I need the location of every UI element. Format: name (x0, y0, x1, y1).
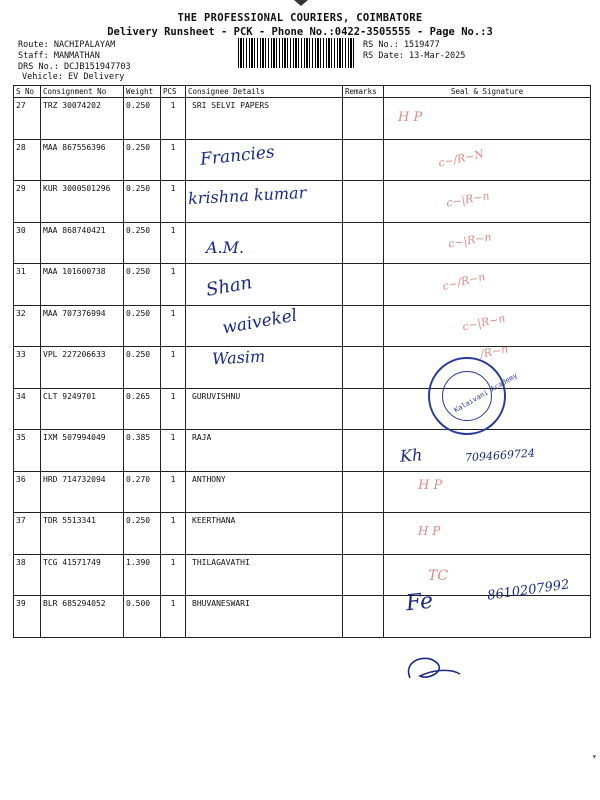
handwritten-name-francies: Francies (199, 142, 276, 170)
signature-row-37: H P (418, 524, 441, 538)
signature-row-36: H P (418, 478, 443, 493)
signature-row-28: c~/R~N (437, 147, 486, 170)
cell-pcs: 1 (161, 513, 186, 555)
cell-signature (384, 139, 591, 181)
cell-signature (384, 471, 591, 513)
cell-consignment-no: CLT 9249701 (41, 388, 124, 430)
cell-pcs: 1 (161, 139, 186, 181)
staff-label: Staff: MANMATHAN (18, 51, 100, 61)
handwritten-name-krishna: krishna kumar (187, 182, 307, 209)
cell-consignee: THILAGAVATHI (186, 554, 343, 596)
cell-consignee: BHUVANESWARI (186, 596, 343, 638)
table-row (14, 471, 591, 513)
cell-consignment-no: KUR 3000501296 (41, 181, 124, 223)
col-header-signature: Seal & Signature (384, 86, 591, 98)
cell-consignment-no: MAA 707376994 (41, 305, 124, 347)
cell-pcs: 1 (161, 554, 186, 596)
cell-remarks (343, 139, 384, 181)
cell-consignee: RAJA (186, 430, 343, 472)
cell-sno: 39 (14, 596, 41, 638)
cell-pcs: 1 (161, 596, 186, 638)
handwritten-name-shan: Shan (204, 272, 254, 301)
signature-row-38: TC (428, 568, 449, 584)
cell-sno: 31 (14, 264, 41, 306)
cell-remarks (343, 222, 384, 264)
cell-weight: 0.250 (124, 347, 161, 389)
runsheet-table (13, 85, 591, 638)
drs-label: DRS No.: DCJB151947703 (18, 62, 131, 72)
cell-sno: 32 (14, 305, 41, 347)
table-row (14, 596, 591, 638)
handwritten-signature-row-35: Kh (399, 445, 423, 466)
cell-consignee: KEERTHANA (186, 513, 343, 555)
cell-weight: 0.385 (124, 430, 161, 472)
signature-row-33: /R~n (478, 342, 510, 361)
cell-weight: 0.250 (124, 139, 161, 181)
cell-weight: 0.250 (124, 264, 161, 306)
cell-consignee: ANTHONY (186, 471, 343, 513)
barcode-image (238, 38, 354, 68)
cell-pcs: 1 (161, 98, 186, 140)
cell-weight: 0.250 (124, 98, 161, 140)
cell-consignment-no: MAA 868740421 (41, 222, 124, 264)
company-title: THE PROFESSIONAL COURIERS, COIMBATORE (177, 12, 423, 24)
cell-sno: 34 (14, 388, 41, 430)
cell-remarks (343, 305, 384, 347)
signature-row-29: c~|R~n (445, 189, 491, 210)
cell-remarks (343, 388, 384, 430)
cell-sno: 38 (14, 554, 41, 596)
cell-pcs: 1 (161, 181, 186, 223)
cell-pcs: 1 (161, 430, 186, 472)
page-edge-mark: ▾ (592, 752, 597, 761)
table-row (14, 264, 591, 306)
cell-consignee: SRI SELVI PAPERS (186, 98, 343, 140)
cell-pcs: 1 (161, 347, 186, 389)
table-row (14, 98, 591, 140)
cell-consignment-no: HRD 714732094 (41, 471, 124, 513)
cell-signature (384, 513, 591, 555)
cell-remarks (343, 554, 384, 596)
cell-weight: 0.250 (124, 513, 161, 555)
rs-date: RS Date: 13-Mar-2025 (363, 51, 466, 61)
col-header-sno: S No (14, 86, 41, 98)
cell-weight: 0.265 (124, 388, 161, 430)
cell-consignment-no: TRZ 30074202 (41, 98, 124, 140)
signature-row-31: c~/R~n (441, 269, 487, 294)
col-header-remarks: Remarks (343, 86, 384, 98)
signature-row-30: c~|R~n (447, 230, 493, 251)
cell-sno: 36 (14, 471, 41, 513)
cell-consignment-no: TDR 5513341 (41, 513, 124, 555)
cell-remarks (343, 98, 384, 140)
cell-consignment-no: VPL 227206633 (41, 347, 124, 389)
cell-sno: 30 (14, 222, 41, 264)
cell-weight: 1.390 (124, 554, 161, 596)
cell-consignee: GURUVISHNU (186, 388, 343, 430)
cell-remarks (343, 596, 384, 638)
handwritten-phone-row-35: 7094669724 (464, 446, 536, 465)
cell-pcs: 1 (161, 305, 186, 347)
cell-remarks (343, 430, 384, 472)
rs-number: RS No.: 1519477 (363, 40, 440, 50)
cell-remarks (343, 181, 384, 223)
handwritten-signature-row-39: Fe (404, 588, 435, 617)
col-header-consignee: Consignee Details (186, 86, 343, 98)
stamp-text: Kalaivani Academy (452, 371, 519, 415)
cell-weight: 0.250 (124, 222, 161, 264)
handwritten-name-waivekel: waivekel (220, 305, 299, 339)
col-header-weight: Weight (124, 86, 161, 98)
cell-sno: 27 (14, 98, 41, 140)
cell-consignment-no: IXM 507994049 (41, 430, 124, 472)
cell-sno: 29 (14, 181, 41, 223)
cell-weight: 0.250 (124, 305, 161, 347)
cell-remarks (343, 513, 384, 555)
handwritten-scribble (398, 650, 468, 690)
cell-weight: 0.250 (124, 181, 161, 223)
cell-pcs: 1 (161, 388, 186, 430)
table-row (14, 139, 591, 181)
cell-pcs: 1 (161, 471, 186, 513)
table-row (14, 222, 591, 264)
cell-sno: 37 (14, 513, 41, 555)
table-header-row (14, 86, 591, 98)
signature-row-27: H P (398, 110, 423, 125)
cell-consignment-no: TCG 41571749 (41, 554, 124, 596)
cell-sno: 35 (14, 430, 41, 472)
cell-pcs: 1 (161, 264, 186, 306)
handwritten-phone-row-39: 8610207992 (486, 577, 571, 604)
cell-pcs: 1 (161, 222, 186, 264)
cell-consignment-no: MAA 101600738 (41, 264, 124, 306)
cell-weight: 0.270 (124, 471, 161, 513)
cell-remarks (343, 471, 384, 513)
handwritten-name-am: A.M. (206, 238, 245, 257)
col-header-consignment: Consignment No (41, 86, 124, 98)
cell-sno: 28 (14, 139, 41, 181)
cell-remarks (343, 347, 384, 389)
signature-row-32: c~|R~n (461, 311, 507, 334)
cell-consignment-no: MAA 867556396 (41, 139, 124, 181)
cell-sno: 33 (14, 347, 41, 389)
vehicle-label: Vehicle: EV Delivery (22, 72, 125, 82)
institution-stamp (428, 357, 519, 435)
runsheet-subtitle: Delivery Runsheet - PCK - Phone No.:0422-3505555 - Page No.:3 (107, 26, 493, 38)
cell-remarks (343, 264, 384, 306)
cell-consignment-no: BLR 685294052 (41, 596, 124, 638)
cell-signature (384, 264, 591, 306)
cell-weight: 0.500 (124, 596, 161, 638)
handwritten-name-wasim: Wasim (211, 346, 266, 369)
col-header-pcs: PCS (161, 86, 186, 98)
table-row (14, 513, 591, 555)
top-fold-mark (294, 0, 308, 6)
route-label: Route: NACHIPALAYAM (18, 40, 116, 50)
